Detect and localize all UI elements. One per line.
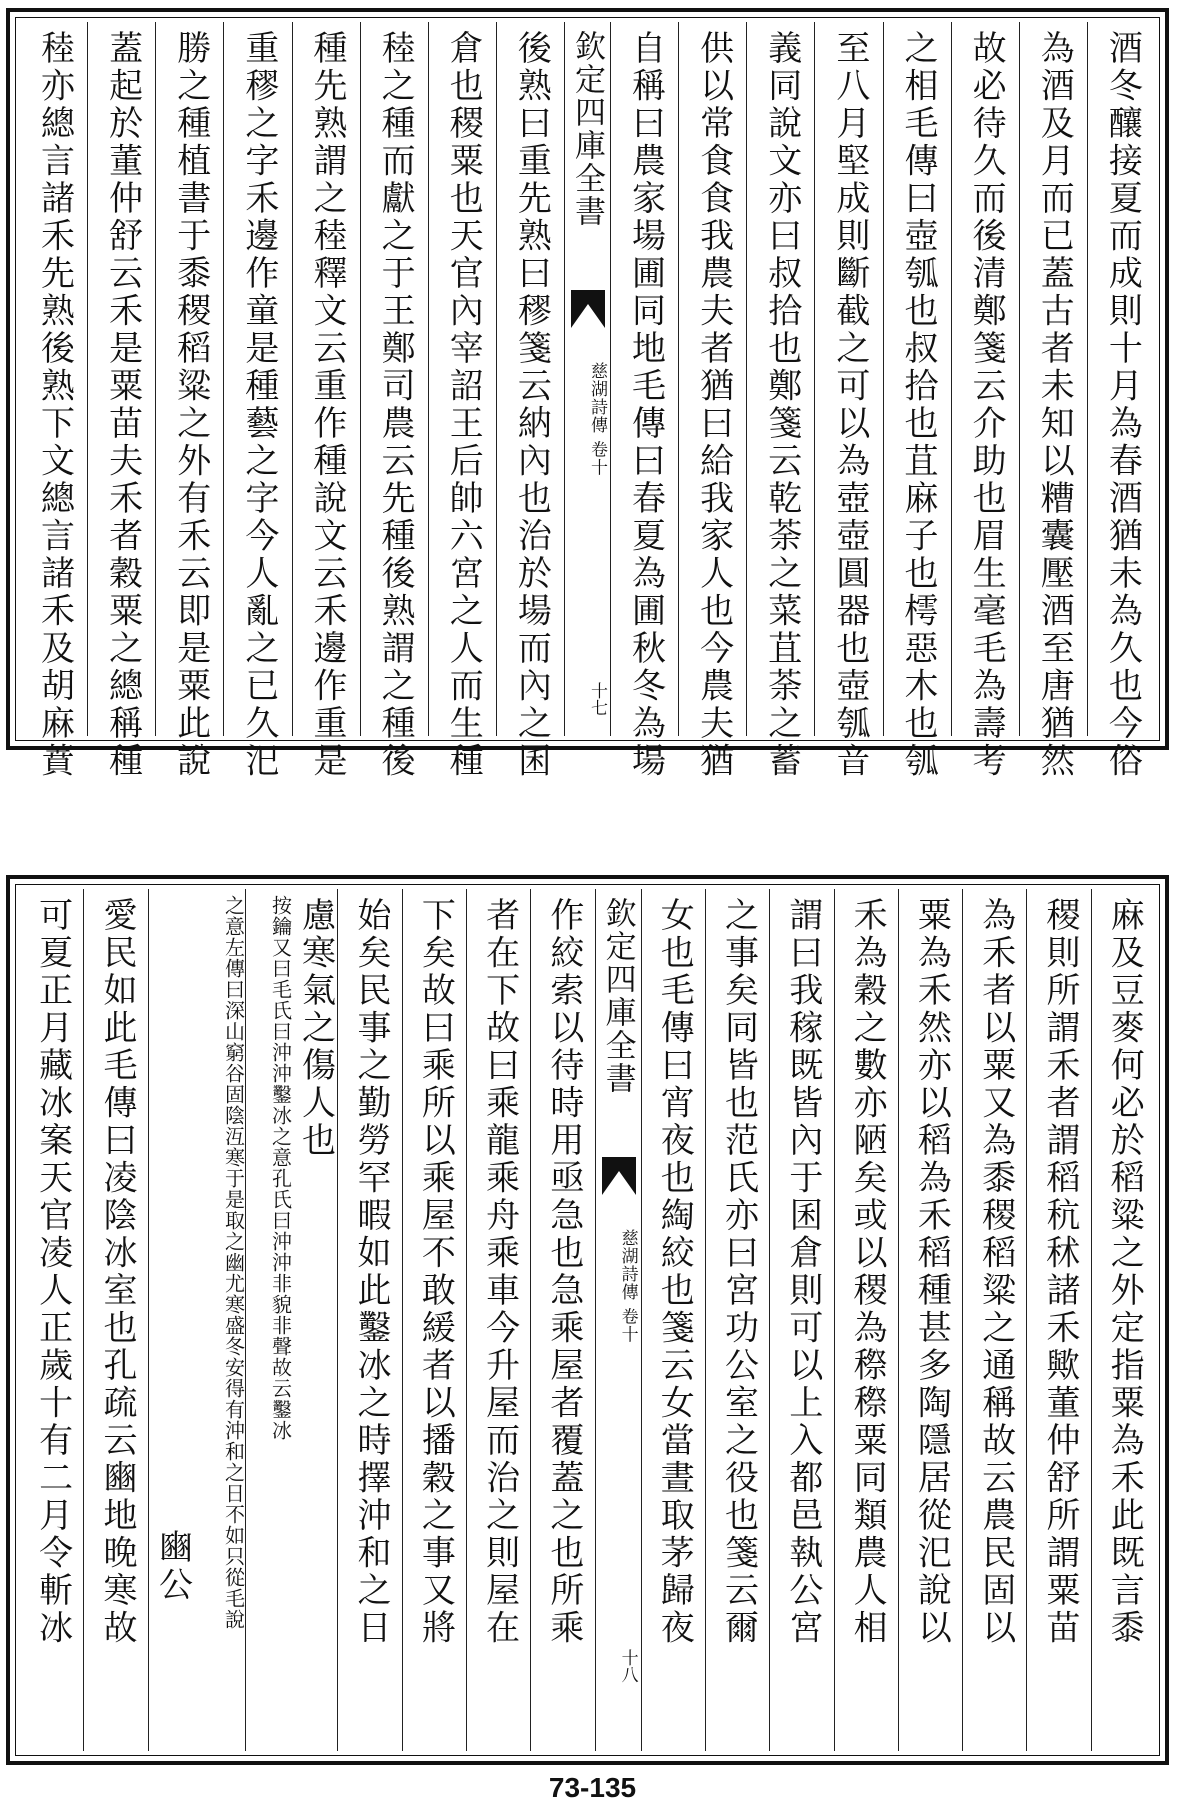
text-column: 故必待久而後清鄭箋云介助也眉生毫毛為壽考	[951, 22, 1019, 736]
text-column: 稑亦總言諸禾先熟後熟下文總言諸禾及胡麻蕡	[34, 30, 75, 780]
annotation-note: 之意左傳曰深山窮谷固陰沍寒于是取之幽尤寒盛冬安得有沖和之日不如只從毛說	[221, 895, 246, 1630]
text-column: 至八月堅成則斷截之可以為壺壺圓器也壺瓠音	[814, 22, 882, 736]
page-number: 十七	[587, 682, 607, 716]
page-number: 十八	[617, 1649, 638, 1683]
top-page-columns	[20, 22, 1155, 780]
text-column: 始矣民事之勤勞罕暇如此鑿冰之時擇沖和之日	[337, 889, 401, 1751]
center-margin	[564, 22, 610, 736]
text-column: 勝之種植書于黍稷稻粱之外有禾云即是粟此說	[155, 22, 223, 736]
text-column: 酒冬釀接夏而成則十月為春酒猶未為久也今俗	[1087, 22, 1155, 736]
text-column: 作絞索以待時用亟急也急乘屋者覆蓋之也所乘	[530, 889, 594, 1751]
annotation-column	[148, 889, 245, 1751]
text-column: 之相毛傳曰壺瓠也叔拾也苴麻子也樗惡木也瓠	[883, 22, 951, 736]
annotation-note: 按鑰又曰毛氏曰沖沖鑿冰之意孔氏曰沖沖非貌非聲故云鑿冰	[268, 895, 293, 1441]
book-title: 欽定四庫全書	[569, 30, 605, 228]
bottom-page-columns	[20, 889, 1155, 1751]
volume-page-number: 73-135	[548, 1772, 637, 1803]
text-column: 謂曰我稼既皆內于囷倉則可以上入都邑執公宮	[769, 889, 833, 1751]
text-column: 女也毛傳曰宵夜也綯絞也箋云女當晝取茅歸夜	[641, 889, 705, 1751]
text-column: 愛民如此毛傳曰凌陰冰室也孔疏云豳地晚寒故	[83, 889, 147, 1751]
main-text: 慮寒氣之傷人也	[295, 897, 336, 1160]
text-column-with-note	[245, 889, 338, 1751]
text-column: 可夏正月藏冰案天官凌人正歲十有二月令斬冰	[32, 897, 73, 1647]
text-column: 義同說文亦曰叔拾也鄭箋云乾荼之菜苴荼之蓄	[746, 22, 814, 736]
text-column: 粟為禾然亦以稻為禾稻種甚多陶隱居從汜說以	[898, 889, 962, 1751]
text-column: 供以常食食我農夫者猶曰給我家人也今農夫猶	[678, 22, 746, 736]
fish-tail-ornament-icon	[571, 290, 605, 328]
center-margin	[595, 889, 641, 1751]
text-column: 後熟曰重先熟曰穋箋云納內也治於場而內之囷	[496, 22, 564, 736]
volume-label: 慈湖詩傳 卷十	[587, 362, 607, 477]
text-column: 稷則所謂禾者謂稻秔秫諸禾歟董仲舒所謂粟苗	[1026, 889, 1090, 1751]
book-title: 欽定四庫全書	[599, 897, 636, 1095]
volume-label: 慈湖詩傳 卷十	[617, 1229, 638, 1344]
text-column: 下矣故曰乘所以乘屋不敢緩者以播穀之事又將	[402, 889, 466, 1751]
text-column: 種先熟謂之稑釋文云重作種說文云禾邊作重是	[292, 22, 360, 736]
text-column: 麻及豆麥何必於稻粱之外定指粟為禾此既言黍	[1091, 889, 1155, 1751]
text-column: 蓋起於董仲舒云禾是粟苗夫禾者穀粟之總稱種	[87, 22, 155, 736]
text-column: 倉也稷粟也天官內宰詔王后帥六宮之人而生種	[428, 22, 496, 736]
text-column: 之事矣同皆也范氏亦曰宮功公室之役也箋云爾	[705, 889, 769, 1751]
text-column: 自稱曰農家場圃同地毛傳曰春夏為圃秋冬為場	[610, 22, 678, 736]
text-column: 稑之種而獻之于王鄭司農云先種後熟謂之種後	[360, 22, 428, 736]
text-column: 重穋之字禾邊作童是種藝之字今人亂之已久汜	[223, 22, 291, 736]
text-column: 為禾者以粟又為黍稷稻粱之通稱故云農民固以	[962, 889, 1026, 1751]
text-column: 禾為穀之數亦陋矣或以稷為穄穄粟同類農人相	[834, 889, 898, 1751]
text-column: 者在下故曰乘龍乘舟乘車今升屋而治之則屋在	[466, 889, 530, 1751]
top-page	[6, 8, 1169, 780]
fish-tail-ornament-icon	[602, 1157, 636, 1195]
text-column: 為酒及月而已蓋古者未知以糟囊壓酒至唐猶然	[1019, 22, 1087, 736]
main-text-tail: 豳公	[152, 1529, 193, 1604]
bottom-page	[6, 875, 1169, 1765]
